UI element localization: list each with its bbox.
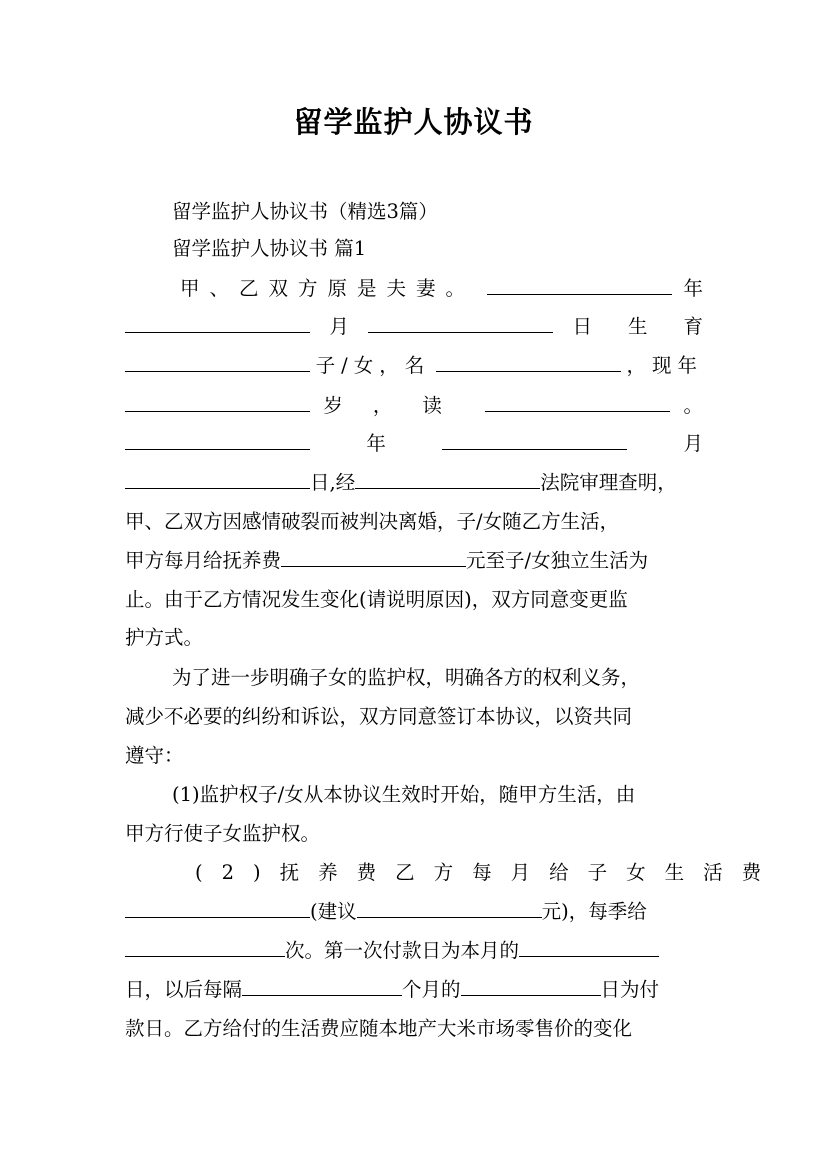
- paragraph-3-line-2: 甲方行使子女监护权。: [125, 822, 321, 845]
- text-segment: 月: [329, 315, 349, 338]
- blank-line: [461, 977, 601, 996]
- document-title: 留学监护人协议书: [293, 105, 534, 139]
- paragraph-1-line-4: [125, 392, 703, 420]
- paragraph-4-line-3: [125, 937, 703, 965]
- text-segment: 日，以后每隔: [125, 978, 243, 1001]
- blank-line: [357, 899, 542, 918]
- blank-line: [487, 276, 672, 295]
- paragraph-2-line-2: 减少不必要的纠纷和诉讼，双方同意签订本协议，以资共同: [125, 705, 633, 728]
- blank-line: [125, 899, 310, 918]
- text-segment: 年: [683, 277, 703, 300]
- blank-line: [519, 938, 659, 957]
- blank-line: [125, 314, 310, 333]
- text-segment: 法院审理查明，: [540, 471, 677, 494]
- paragraph-1-line-7: 甲、乙双方因感情破裂而被判决离婚，子/女随乙方生活，: [125, 510, 620, 533]
- paragraph-3-line-1: (1)监护权子/女从本协议生效时开始，随甲方生活，由: [172, 783, 636, 806]
- paragraph-1-line-8: [125, 547, 703, 575]
- text-segment: 子/女，名: [315, 354, 431, 377]
- blank-line: [442, 431, 627, 450]
- text-segment: 次。第一次付款日为本月的: [285, 939, 520, 962]
- blank-line: [125, 938, 285, 957]
- blank-line: [485, 393, 670, 412]
- blank-line: [368, 314, 553, 333]
- blank-line: [125, 393, 310, 412]
- paragraph-4-line-4: [125, 976, 703, 1004]
- blank-line: [125, 431, 310, 450]
- text-segment: 甲方每月给抚养费: [125, 549, 282, 572]
- part-heading: 留学监护人协议书 篇1: [172, 237, 367, 260]
- paragraph-1-line-3: [125, 352, 703, 380]
- text-segment: 月: [683, 432, 703, 455]
- paragraph-1-line-2: [125, 313, 739, 341]
- paragraph-4-line-1: (2)抚养费乙方每月给子女生活费: [195, 861, 781, 884]
- paragraph-2-line-3: 遵守：: [125, 744, 184, 767]
- paragraph-1-line-5: [125, 430, 703, 458]
- blank-line: [242, 977, 402, 996]
- text-segment: 元)，每季给: [541, 900, 647, 923]
- text-segment: ，现年: [626, 354, 703, 377]
- text-segment: (建议: [310, 900, 357, 923]
- subtitle: 留学监护人协议书（精选3篇）: [172, 200, 438, 223]
- paragraph-1-line-10: 护方式。: [125, 626, 204, 649]
- text-segment: 个月的: [402, 978, 461, 1001]
- text-segment: 日,经: [310, 471, 356, 494]
- paragraph-4-line-2: [125, 898, 703, 926]
- text-segment: 岁，读: [323, 394, 472, 417]
- blank-line: [125, 470, 310, 489]
- text-segment: 元至子/女独立生活为: [466, 549, 649, 572]
- paragraph-2-line-1: 为了进一步明确子女的监护权，明确各方的权利义务，: [172, 666, 641, 689]
- paragraph-1-line-6: [125, 469, 703, 497]
- blank-line: [281, 548, 466, 567]
- text-segment: 年: [366, 432, 386, 455]
- paragraph-1-line-1: [180, 275, 703, 303]
- text-segment: 日为付: [600, 978, 660, 1001]
- text-segment: 。: [683, 394, 703, 417]
- blank-line: [355, 470, 540, 489]
- text-segment: 日生育: [572, 315, 739, 338]
- text-segment: 甲、乙双方原是夫妻。: [180, 277, 476, 300]
- blank-line: [436, 353, 621, 372]
- blank-line: [125, 353, 310, 372]
- paragraph-4-line-5: 款日。乙方给付的生活费应随本地产大米市场零售价的变化: [125, 1017, 633, 1040]
- paragraph-1-line-9: 止。由于乙方情况发生变化(请说明原因)，双方同意变更监: [125, 588, 628, 611]
